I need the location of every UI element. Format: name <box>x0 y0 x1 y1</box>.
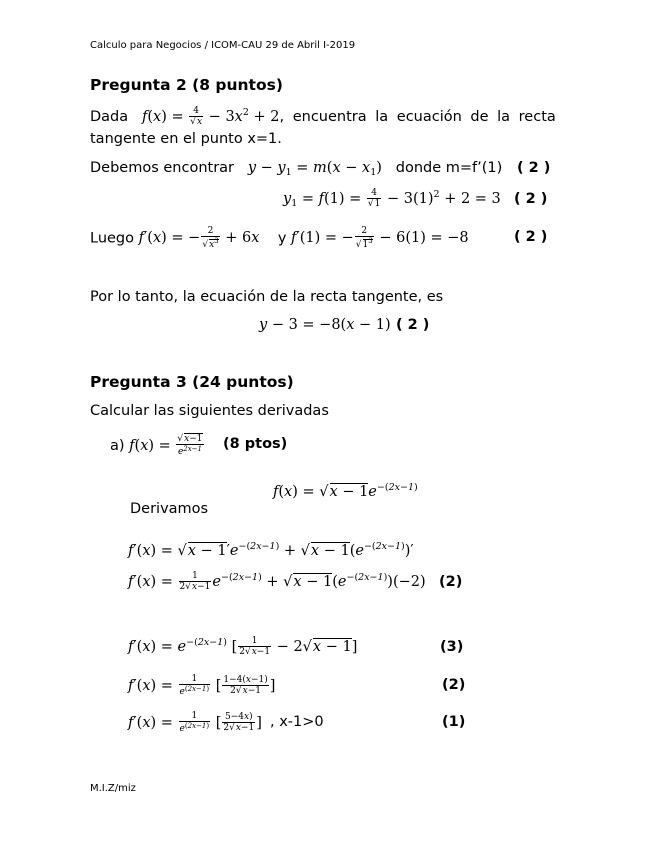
q2-y-word: y <box>277 230 287 247</box>
q3a-condition: , x-1>0 <box>270 714 324 730</box>
page-header: Calculo para Negocios / ICOM-CAU 29 de Abril I-2019 <box>90 40 356 51</box>
q2-function-def: f(x) = $\frac{4}{√x}$ − $3x^2 + 2$ <box>141 106 280 128</box>
q2-intro-rest: , encuentra la ecuación de la recta <box>279 108 556 125</box>
q3a-derivative-step2-formula: f′(x) = $\frac{1}{2√x-1}$ $e^{-(2x-1)} + √x - 1(e^{-(2x-1)})(-2)$ <box>128 571 426 593</box>
q3a-points-step3: (3) <box>440 639 464 655</box>
q2-dada: Dada <box>90 108 129 125</box>
q3a-points: (8 ptos) <box>223 436 288 452</box>
q3a-product-rule-formula: $f'(x) = √x - 1'e^{-(2x-1)} + √x - 1(e^{-(2x-1)})'$ <box>128 541 414 559</box>
q3a-derivative-final-formula: f′(x) = $\frac{1}{e^{(2x-1)}}$ [ $\frac{5-4x)}{2√x-1}$ ] <box>128 711 262 735</box>
q2-por-lo-tanto: Por lo tanto, la ecuación de la recta tangente, es <box>90 289 444 305</box>
q2-statement-line2: tangente en el punto x=1. <box>90 131 282 147</box>
q2-statement-line1 <box>90 106 563 128</box>
q3-derivamos: Derivamos <box>130 501 209 517</box>
q2-evaluation-formula: $y_1 = f(1)$ = $\frac{4}{√1}$ − $3(1)^2 + 2 = 3$ <box>283 188 501 210</box>
q3a-points-final: (1) <box>442 714 466 730</box>
q2-debemos-line <box>90 160 502 178</box>
q3-intro: Calcular las siguientes derivadas <box>90 403 329 419</box>
q3a-points-step2: (2) <box>439 574 463 590</box>
q2-tangent-line-equation: y − 3 = −8(x − 1) <box>259 317 391 333</box>
q3-title: Pregunta 3 (24 puntos) <box>90 373 294 391</box>
q2-points-1: ( 2 ) <box>517 160 551 176</box>
q2-derivative-formula: f′(x) = − $\frac{2}{√x^3}$ + 6x <box>138 226 260 251</box>
q2-luego: Luego <box>90 230 135 247</box>
q2-slope-value-formula: f′(1) = − $\frac{2}{√1^3}$ − 6(1) = −8 <box>291 226 469 251</box>
page-footer: M.I.Z/miz <box>90 783 136 794</box>
q2-points-2: ( 2 ) <box>514 191 548 207</box>
q2-luego-line <box>90 226 469 251</box>
q3a-points-step4: (2) <box>442 677 466 693</box>
q3a-statement <box>110 434 205 458</box>
q3a-derivative-step4-formula: f′(x) = $\frac{1}{e^{(2x-1)}}$ [ $\frac{1-4(x-1)}{2√x-1}$ ] <box>128 674 276 698</box>
q3a-derivative-step3-formula: $f'(x) = e^{-(2x-1)}$ [ $\frac{1}{2√x-1}$ − 2√x − 1] <box>128 636 358 658</box>
q2-donde: donde m=f’(1) <box>395 160 503 176</box>
q3a-rewrite-formula: $f(x) = √x - 1e^{-(2x-1)}$ <box>273 482 418 500</box>
q2-point-slope-formula: $y - y_1 = m(x - x_1)$ <box>243 160 382 178</box>
q3a-function-def: f(x) = $\frac{√x-1}{e^{2x-1}}$ <box>129 434 203 458</box>
q2-debemos: Debemos encontrar <box>90 160 235 176</box>
q2-points-3: ( 2 ) <box>514 229 548 245</box>
q2-title: Pregunta 2 (8 puntos) <box>90 76 283 94</box>
q2-points-4: ( 2 ) <box>396 317 430 333</box>
q3a-label: a) <box>110 437 125 454</box>
